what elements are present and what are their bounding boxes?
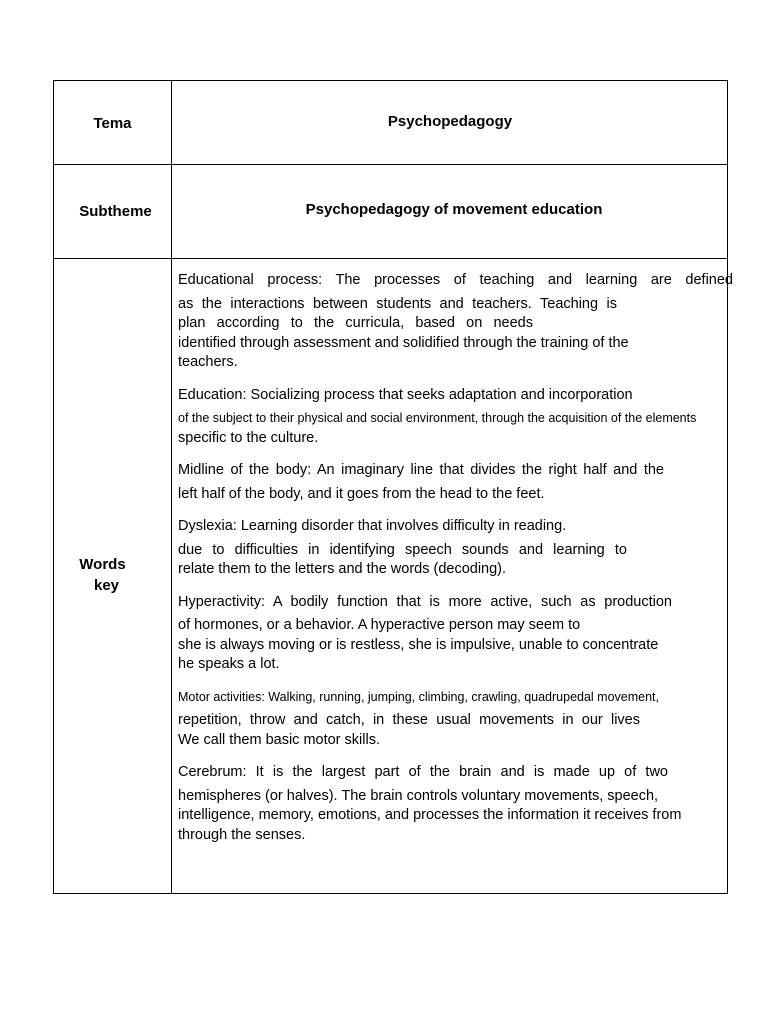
definition-cerebrum [178, 763, 733, 845]
text-line: through the senses. [178, 826, 306, 843]
definitions-cell [178, 271, 733, 858]
text-line: repetition, throw and catch, in these usual movements in our lives [178, 712, 640, 728]
text-line: Hyperactivity: A bodily function that is more active, such as production [178, 593, 672, 610]
text-line: Education: Socializing process that seeks adaptation and incorporation [178, 386, 633, 403]
text-line: specific to the culture. [178, 429, 319, 446]
text-line: as the interactions between students and teachers. Teaching is [178, 295, 617, 312]
definition-midline [178, 461, 733, 504]
text-line: Educational process: The processes of teaching and learning are defined [178, 272, 733, 288]
text-line: left half of the body, and it goes from the head to the feet. [178, 485, 545, 502]
text-line: identified through assessment and solidified through the training of the [178, 334, 629, 351]
text-line: Dyslexia: Learning disorder that involves difficulty in reading. [178, 518, 567, 534]
subtheme-value: Psychopedagogy of movement education [305, 201, 603, 218]
tema-value: Psychopedagogy [387, 113, 513, 130]
text-line: teachers. [178, 354, 238, 370]
definition-educational-process [178, 271, 733, 373]
text-line: Motor activities: Walking, running, jumping, climbing, crawling, quadrupedal movement, [178, 689, 660, 704]
text-line: intelligence, memory, emotions, and processes the information it receives from [178, 807, 682, 823]
words-key-label-line1: Words [79, 556, 126, 573]
definition-dyslexia [178, 517, 733, 580]
text-line: Midline of the body: An imaginary line that divides the right half and the [178, 462, 664, 478]
text-line: relate them to the letters and the words (decoding). [178, 561, 507, 577]
row-divider-1 [54, 164, 727, 165]
text-line: hemispheres (or halves). The brain controls voluntary movements, speech, [178, 787, 659, 804]
text-line: due to difficulties in identifying speech sounds and learning to [178, 541, 627, 558]
definition-hyperactivity [178, 593, 733, 675]
definition-motor-activities [178, 688, 733, 751]
subtheme-label: Subtheme [79, 203, 152, 220]
text-line: she is always moving or is restless, she is impulsive, unable to concentrate [178, 636, 659, 653]
text-line: of hormones, or a behavior. A hyperactive person may seem to [178, 617, 581, 633]
tema-label: Tema [93, 115, 132, 132]
words-key-label-line2: key [93, 577, 120, 594]
text-line: of the subject to their physical and social environment, through the acquisition of the elements [178, 411, 697, 425]
glossary-table [53, 80, 733, 894]
text-line: he speaks a lot. [178, 656, 280, 672]
definition-education [178, 386, 733, 449]
text-line: Cerebrum: It is the largest part of the brain and is made up of two [178, 764, 668, 780]
text-line: We call them basic motor skills. [178, 731, 380, 748]
words-key-label [54, 554, 151, 596]
row-divider-2 [54, 258, 727, 259]
text-line: plan according to the curricula, based on needs [178, 315, 533, 331]
